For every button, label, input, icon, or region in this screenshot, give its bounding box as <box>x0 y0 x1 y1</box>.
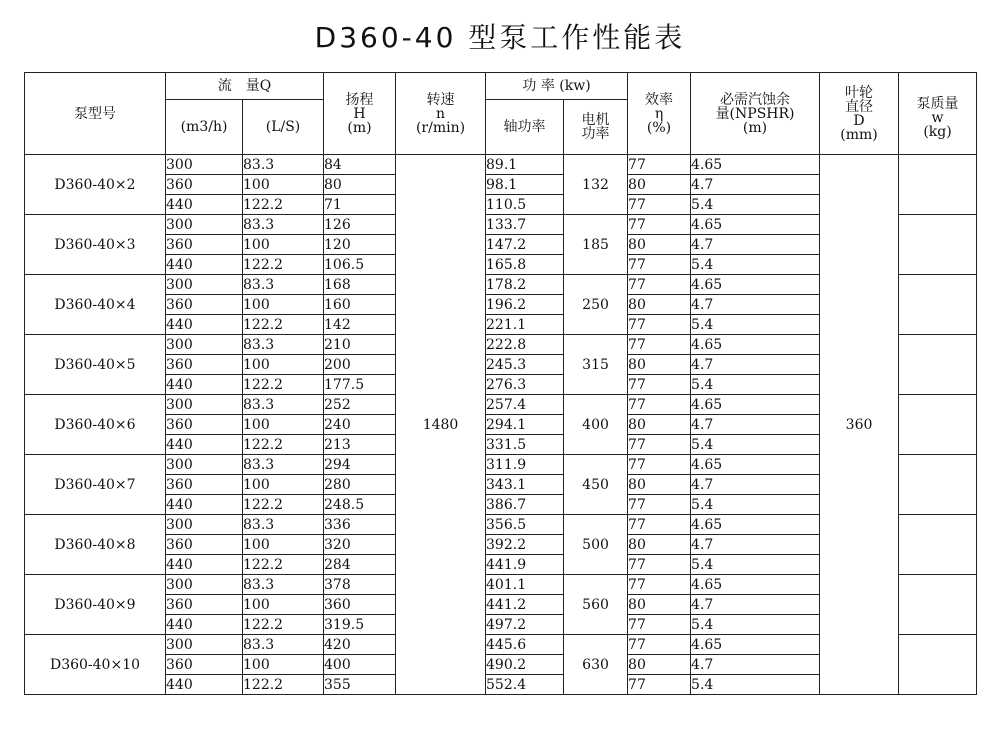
npshr-value: 4.65 <box>691 155 820 175</box>
shaft-power: 441.2 <box>486 595 564 615</box>
npshr-value: 5.4 <box>691 615 820 635</box>
efficiency-value: 80 <box>628 535 691 555</box>
flow-ls: 100 <box>243 355 324 375</box>
shaft-power: 356.5 <box>486 515 564 535</box>
mass-value <box>899 455 977 515</box>
header-motor-power: 电机 功率 <box>564 100 628 155</box>
flow-m3h: 300 <box>166 455 243 475</box>
header-mass: 泵质量 w (kg) <box>899 73 977 155</box>
efficiency-value: 80 <box>628 475 691 495</box>
flow-ls: 83.3 <box>243 275 324 295</box>
npshr-value: 5.4 <box>691 495 820 515</box>
flow-ls: 122.2 <box>243 255 324 275</box>
shaft-power: 98.1 <box>486 175 564 195</box>
flow-m3h: 440 <box>166 435 243 455</box>
flow-m3h: 300 <box>166 155 243 175</box>
flow-m3h: 440 <box>166 255 243 275</box>
shaft-power: 133.7 <box>486 215 564 235</box>
flow-ls: 122.2 <box>243 555 324 575</box>
efficiency-value: 77 <box>628 315 691 335</box>
page-title: D360-40 型泵工作性能表 <box>314 21 686 54</box>
npshr-value: 5.4 <box>691 315 820 335</box>
head-value: 213 <box>324 435 396 455</box>
header-flow-m3h: (m3/h) <box>166 100 243 155</box>
shaft-power: 552.4 <box>486 675 564 695</box>
flow-ls: 122.2 <box>243 495 324 515</box>
flow-ls: 100 <box>243 295 324 315</box>
npshr-value: 5.4 <box>691 375 820 395</box>
flow-m3h: 300 <box>166 515 243 535</box>
efficiency-value: 77 <box>628 515 691 535</box>
shaft-power: 196.2 <box>486 295 564 315</box>
npshr-value: 4.7 <box>691 595 820 615</box>
shaft-power: 110.5 <box>486 195 564 215</box>
flow-ls: 83.3 <box>243 155 324 175</box>
flow-m3h: 440 <box>166 315 243 335</box>
npshr-value: 4.7 <box>691 295 820 315</box>
efficiency-value: 77 <box>628 255 691 275</box>
flow-m3h: 300 <box>166 635 243 655</box>
motor-power: 560 <box>564 575 628 635</box>
head-value: 240 <box>324 415 396 435</box>
shaft-power: 221.1 <box>486 315 564 335</box>
flow-m3h: 360 <box>166 655 243 675</box>
flow-m3h: 440 <box>166 375 243 395</box>
motor-power: 250 <box>564 275 628 335</box>
efficiency-value: 77 <box>628 275 691 295</box>
head-value: 120 <box>324 235 396 255</box>
head-value: 80 <box>324 175 396 195</box>
shaft-power: 401.1 <box>486 575 564 595</box>
head-value: 280 <box>324 475 396 495</box>
head-value: 126 <box>324 215 396 235</box>
pump-model: D360-40×9 <box>25 575 166 635</box>
efficiency-value: 77 <box>628 195 691 215</box>
head-value: 284 <box>324 555 396 575</box>
efficiency-value: 77 <box>628 675 691 695</box>
efficiency-value: 77 <box>628 635 691 655</box>
motor-power: 132 <box>564 155 628 215</box>
motor-power: 630 <box>564 635 628 695</box>
impeller-value: 360 <box>820 155 899 695</box>
motor-power: 500 <box>564 515 628 575</box>
flow-m3h: 300 <box>166 335 243 355</box>
flow-m3h: 440 <box>166 675 243 695</box>
head-value: 355 <box>324 675 396 695</box>
flow-m3h: 360 <box>166 535 243 555</box>
npshr-value: 4.65 <box>691 515 820 535</box>
head-value: 106.5 <box>324 255 396 275</box>
efficiency-value: 77 <box>628 575 691 595</box>
flow-m3h: 360 <box>166 295 243 315</box>
pump-model: D360-40×5 <box>25 335 166 395</box>
flow-ls: 83.3 <box>243 395 324 415</box>
npshr-value: 5.4 <box>691 555 820 575</box>
npshr-value: 5.4 <box>691 435 820 455</box>
head-value: 336 <box>324 515 396 535</box>
efficiency-value: 80 <box>628 655 691 675</box>
flow-m3h: 300 <box>166 275 243 295</box>
head-value: 360 <box>324 595 396 615</box>
flow-m3h: 360 <box>166 415 243 435</box>
efficiency-value: 77 <box>628 215 691 235</box>
pump-model: D360-40×10 <box>25 635 166 695</box>
shaft-power: 441.9 <box>486 555 564 575</box>
flow-ls: 122.2 <box>243 375 324 395</box>
header-flow-ls: (L/S) <box>243 100 324 155</box>
flow-ls: 83.3 <box>243 335 324 355</box>
flow-ls: 100 <box>243 475 324 495</box>
head-value: 294 <box>324 455 396 475</box>
table-row <box>25 155 977 175</box>
efficiency-value: 77 <box>628 455 691 475</box>
efficiency-value: 77 <box>628 155 691 175</box>
header-npshr: 必需汽蚀余 量(NPSHR) (m) <box>691 73 820 155</box>
motor-power: 315 <box>564 335 628 395</box>
npshr-value: 4.7 <box>691 175 820 195</box>
head-value: 168 <box>324 275 396 295</box>
header-flow: 流 量Q <box>166 73 324 100</box>
table-body <box>25 155 977 695</box>
mass-value <box>899 635 977 695</box>
efficiency-value: 77 <box>628 555 691 575</box>
shaft-power: 311.9 <box>486 455 564 475</box>
npshr-value: 4.7 <box>691 235 820 255</box>
flow-m3h: 360 <box>166 355 243 375</box>
head-value: 160 <box>324 295 396 315</box>
npshr-value: 4.65 <box>691 215 820 235</box>
header-impeller: 叶轮 直径 D (mm) <box>820 73 899 155</box>
shaft-power: 386.7 <box>486 495 564 515</box>
flow-ls: 83.3 <box>243 635 324 655</box>
pump-model: D360-40×2 <box>25 155 166 215</box>
npshr-value: 4.65 <box>691 395 820 415</box>
mass-value <box>899 275 977 335</box>
flow-ls: 83.3 <box>243 215 324 235</box>
flow-m3h: 440 <box>166 555 243 575</box>
shaft-power: 331.5 <box>486 435 564 455</box>
npshr-value: 5.4 <box>691 195 820 215</box>
head-value: 177.5 <box>324 375 396 395</box>
head-value: 319.5 <box>324 615 396 635</box>
efficiency-value: 80 <box>628 355 691 375</box>
shaft-power: 178.2 <box>486 275 564 295</box>
efficiency-value: 80 <box>628 235 691 255</box>
flow-m3h: 300 <box>166 215 243 235</box>
head-value: 320 <box>324 535 396 555</box>
npshr-value: 4.65 <box>691 275 820 295</box>
shaft-power: 497.2 <box>486 615 564 635</box>
speed-value: 1480 <box>396 155 486 695</box>
npshr-value: 4.7 <box>691 355 820 375</box>
efficiency-value: 80 <box>628 175 691 195</box>
flow-m3h: 440 <box>166 495 243 515</box>
shaft-power: 343.1 <box>486 475 564 495</box>
header-head: 扬程 H (m) <box>324 73 396 155</box>
npshr-value: 4.65 <box>691 455 820 475</box>
shaft-power: 294.1 <box>486 415 564 435</box>
npshr-value: 5.4 <box>691 675 820 695</box>
mass-value <box>899 395 977 455</box>
header-power: 功 率 (kw) <box>486 73 628 100</box>
header-model: 泵型号 <box>25 73 166 155</box>
flow-ls: 83.3 <box>243 455 324 475</box>
flow-ls: 122.2 <box>243 435 324 455</box>
npshr-value: 4.65 <box>691 635 820 655</box>
mass-value <box>899 335 977 395</box>
header-shaft-power: 轴功率 <box>486 100 564 155</box>
flow-ls: 100 <box>243 595 324 615</box>
flow-ls: 122.2 <box>243 615 324 635</box>
flow-m3h: 300 <box>166 575 243 595</box>
shaft-power: 276.3 <box>486 375 564 395</box>
head-value: 378 <box>324 575 396 595</box>
pump-model: D360-40×6 <box>25 395 166 455</box>
mass-value <box>899 515 977 575</box>
efficiency-value: 77 <box>628 435 691 455</box>
mass-value <box>899 155 977 215</box>
shaft-power: 165.8 <box>486 255 564 275</box>
head-value: 252 <box>324 395 396 415</box>
efficiency-value: 80 <box>628 415 691 435</box>
shaft-power: 89.1 <box>486 155 564 175</box>
flow-ls: 83.3 <box>243 575 324 595</box>
flow-m3h: 440 <box>166 195 243 215</box>
flow-ls: 100 <box>243 415 324 435</box>
npshr-value: 4.7 <box>691 475 820 495</box>
efficiency-value: 77 <box>628 395 691 415</box>
npshr-value: 4.7 <box>691 415 820 435</box>
flow-ls: 100 <box>243 655 324 675</box>
flow-ls: 100 <box>243 175 324 195</box>
shaft-power: 392.2 <box>486 535 564 555</box>
head-value: 400 <box>324 655 396 675</box>
flow-ls: 100 <box>243 235 324 255</box>
flow-ls: 122.2 <box>243 315 324 335</box>
shaft-power: 445.6 <box>486 635 564 655</box>
header-speed: 转速 n (r/min) <box>396 73 486 155</box>
flow-m3h: 360 <box>166 475 243 495</box>
mass-value <box>899 575 977 635</box>
shaft-power: 490.2 <box>486 655 564 675</box>
efficiency-value: 80 <box>628 595 691 615</box>
flow-ls: 83.3 <box>243 515 324 535</box>
flow-ls: 122.2 <box>243 195 324 215</box>
efficiency-value: 77 <box>628 495 691 515</box>
shaft-power: 245.3 <box>486 355 564 375</box>
npshr-value: 5.4 <box>691 255 820 275</box>
mass-value <box>899 215 977 275</box>
flow-m3h: 360 <box>166 595 243 615</box>
head-value: 71 <box>324 195 396 215</box>
motor-power: 450 <box>564 455 628 515</box>
flow-ls: 100 <box>243 535 324 555</box>
pump-model: D360-40×7 <box>25 455 166 515</box>
pump-model: D360-40×8 <box>25 515 166 575</box>
motor-power: 185 <box>564 215 628 275</box>
efficiency-value: 80 <box>628 295 691 315</box>
pump-model: D360-40×4 <box>25 275 166 335</box>
npshr-value: 4.7 <box>691 655 820 675</box>
head-value: 142 <box>324 315 396 335</box>
head-value: 84 <box>324 155 396 175</box>
performance-table <box>24 72 977 695</box>
npshr-value: 4.65 <box>691 575 820 595</box>
header-efficiency: 效率 η (%) <box>628 73 691 155</box>
head-value: 248.5 <box>324 495 396 515</box>
efficiency-value: 77 <box>628 335 691 355</box>
shaft-power: 222.8 <box>486 335 564 355</box>
shaft-power: 257.4 <box>486 395 564 415</box>
flow-m3h: 440 <box>166 615 243 635</box>
head-value: 200 <box>324 355 396 375</box>
npshr-value: 4.7 <box>691 535 820 555</box>
flow-m3h: 300 <box>166 395 243 415</box>
efficiency-value: 77 <box>628 615 691 635</box>
flow-ls: 122.2 <box>243 675 324 695</box>
flow-m3h: 360 <box>166 175 243 195</box>
head-value: 420 <box>324 635 396 655</box>
pump-model: D360-40×3 <box>25 215 166 275</box>
motor-power: 400 <box>564 395 628 455</box>
head-value: 210 <box>324 335 396 355</box>
efficiency-value: 77 <box>628 375 691 395</box>
npshr-value: 4.65 <box>691 335 820 355</box>
shaft-power: 147.2 <box>486 235 564 255</box>
flow-m3h: 360 <box>166 235 243 255</box>
